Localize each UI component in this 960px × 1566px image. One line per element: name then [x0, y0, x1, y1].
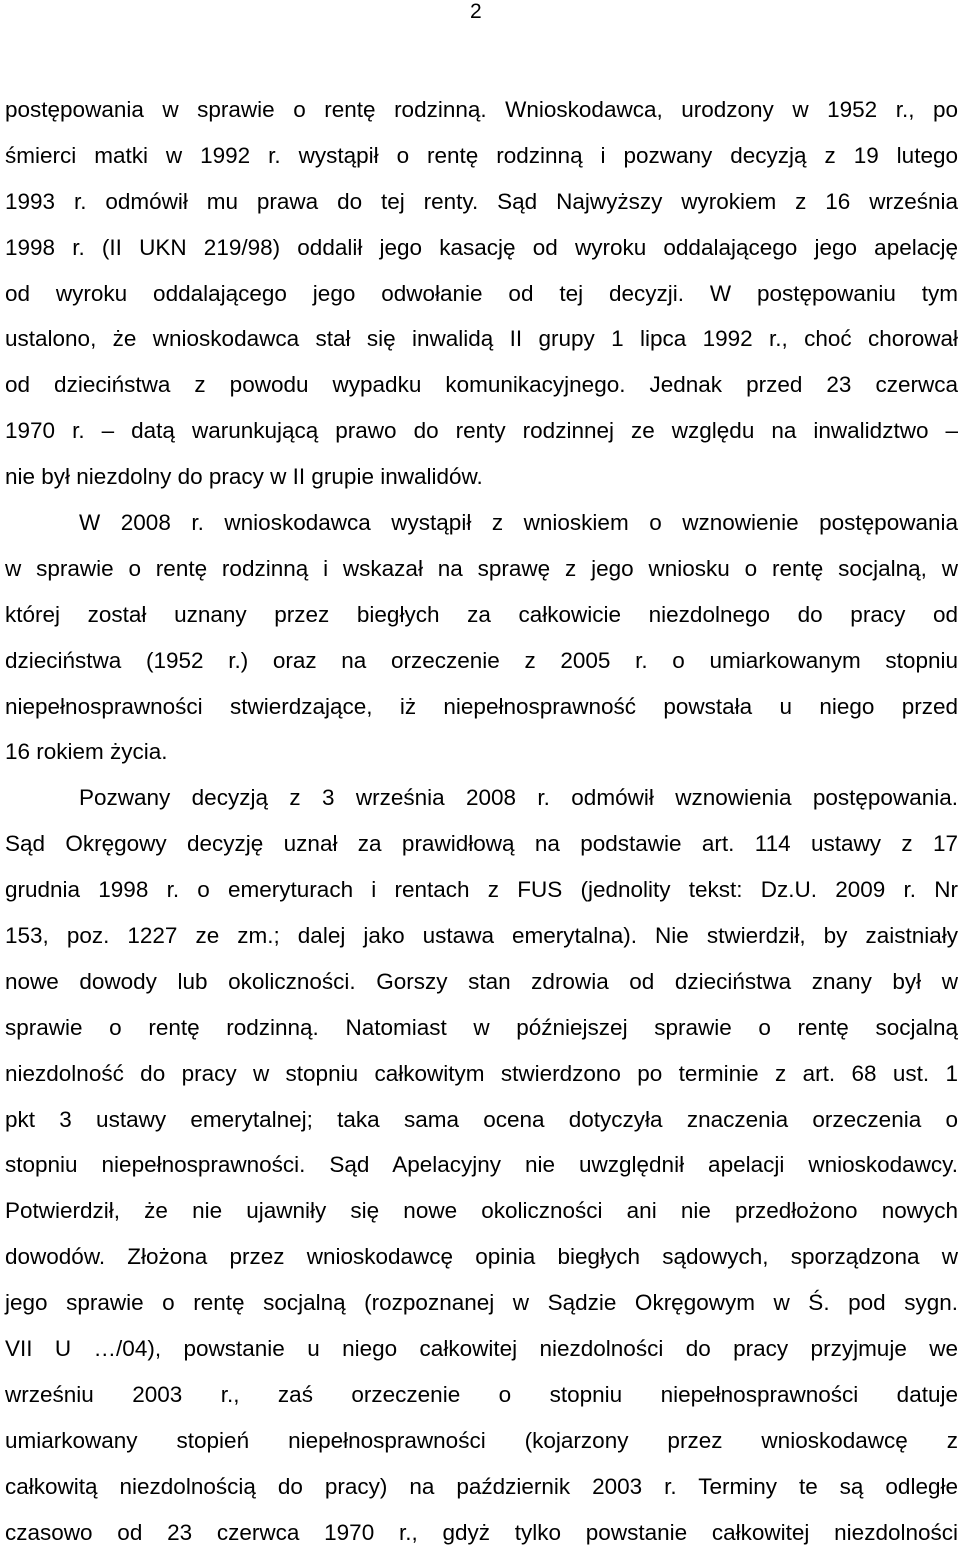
text-line: 1998 r. (II UKN 219/98) oddalił jego kasację od wyroku oddalającego jego apelację — [5, 234, 958, 260]
text-line: jego sprawie o rentę socjalną (rozpoznanej w Sądzie Okręgowym w Ś. pod sygn. — [5, 1290, 958, 1316]
text-line: VII U …/04), powstanie u niego całkowitej niezdolności do pracy przyjmuje we — [5, 1336, 958, 1362]
text-line: Potwierdził, że nie ujawniły się nowe okoliczności ani nie przedłożono nowych — [5, 1198, 958, 1224]
text-line: niezdolność do pracy w stopniu całkowitym stwierdzono po terminie z art. 68 ust. 1 — [5, 1060, 958, 1086]
text-line: śmierci matki w 1992 r. wystąpił o rentę rodzinną i pozwany decyzją z 19 lutego — [5, 142, 958, 168]
text-line: od dzieciństwa z powodu wypadku komunikacyjnego. Jednak przed 23 czerwca — [5, 372, 958, 398]
text-line: czasowo od 23 czerwca 1970 r., gdyż tylko powstanie całkowitej niezdolności — [5, 1519, 958, 1545]
text-line: ustalono, że wnioskodawca stał się inwalidą II grupy 1 lipca 1992 r., choć chorował — [5, 326, 958, 352]
text-line-last: nie był niezdolny do pracy w II grupie inwalidów. — [5, 464, 483, 490]
text-line: dowodów. Złożona przez wnioskodawcę opinia biegłych sądowych, sporządzona w — [5, 1244, 958, 1270]
text-line: 153, poz. 1227 ze zm.; dalej jako ustawa emerytalna). Nie stwierdził, by zaistniały — [5, 923, 958, 949]
text-line: dzieciństwa (1952 r.) oraz na orzeczenie z 2005 r. o umiarkowanym stopniu — [5, 647, 958, 673]
text-line: Sąd Okręgowy decyzję uznał za prawidłową na podstawie art. 114 ustawy z 17 — [5, 831, 958, 857]
text-line: 1993 r. odmówił mu prawa do tej renty. Sąd Najwyższy wyrokiem z 16 września — [5, 188, 958, 214]
text-line: stopniu niepełnosprawności. Sąd Apelacyjny nie uwzględnił apelacji wnioskodawcy. — [5, 1152, 958, 1178]
text-line: której został uznany przez biegłych za całkowicie niezdolnego do pracy od — [5, 601, 958, 627]
text-line-last: 16 rokiem życia. — [5, 739, 168, 765]
text-line: niepełnosprawności stwierdzające, iż niepełnosprawność powstała u niego przed — [5, 693, 958, 719]
paragraph-first-line: W 2008 r. wnioskodawca wystąpił z wnioskiem o wznowienie postępowania — [79, 510, 958, 536]
page-number: 2 — [470, 0, 482, 23]
text-line: pkt 3 ustawy emerytalnej; taka sama ocena dotyczyła znaczenia orzeczenia o — [5, 1106, 958, 1132]
text-line: od wyroku oddalającego jego odwołanie od tej decyzji. W postępowaniu tym — [5, 280, 958, 306]
text-line: nowe dowody lub okoliczności. Gorszy stan zdrowia od dzieciństwa znany był w — [5, 968, 958, 994]
text-line: umiarkowany stopień niepełnosprawności (kojarzony przez wnioskodawcę z — [5, 1427, 958, 1453]
text-line: całkowitą niezdolnością do pracy) na październik 2003 r. Terminy te są odległe — [5, 1473, 958, 1499]
text-line: postępowania w sprawie o rentę rodzinną. Wnioskodawca, urodzony w 1952 r., po — [5, 97, 958, 122]
text-line: 1970 r. – datą warunkującą prawo do renty rodzinnej ze względu na inwalidztwo – — [5, 418, 958, 444]
text-line: w sprawie o rentę rodzinną i wskazał na sprawę z jego wniosku o rentę socjalną, w — [5, 555, 958, 581]
paragraph-first-line: Pozwany decyzją z 3 września 2008 r. odmówił wznowienia postępowania. — [79, 785, 958, 811]
text-line: sprawie o rentę rodzinną. Natomiast w późniejszej sprawie o rentę socjalną — [5, 1014, 958, 1040]
text-line: grudnia 1998 r. o emeryturach i rentach z FUS (jednolity tekst: Dz.U. 2009 r. Nr — [5, 877, 958, 903]
text-line: wrześniu 2003 r., zaś orzeczenie o stopniu niepełnosprawności datuje — [5, 1381, 958, 1407]
document-body — [5, 97, 958, 1566]
